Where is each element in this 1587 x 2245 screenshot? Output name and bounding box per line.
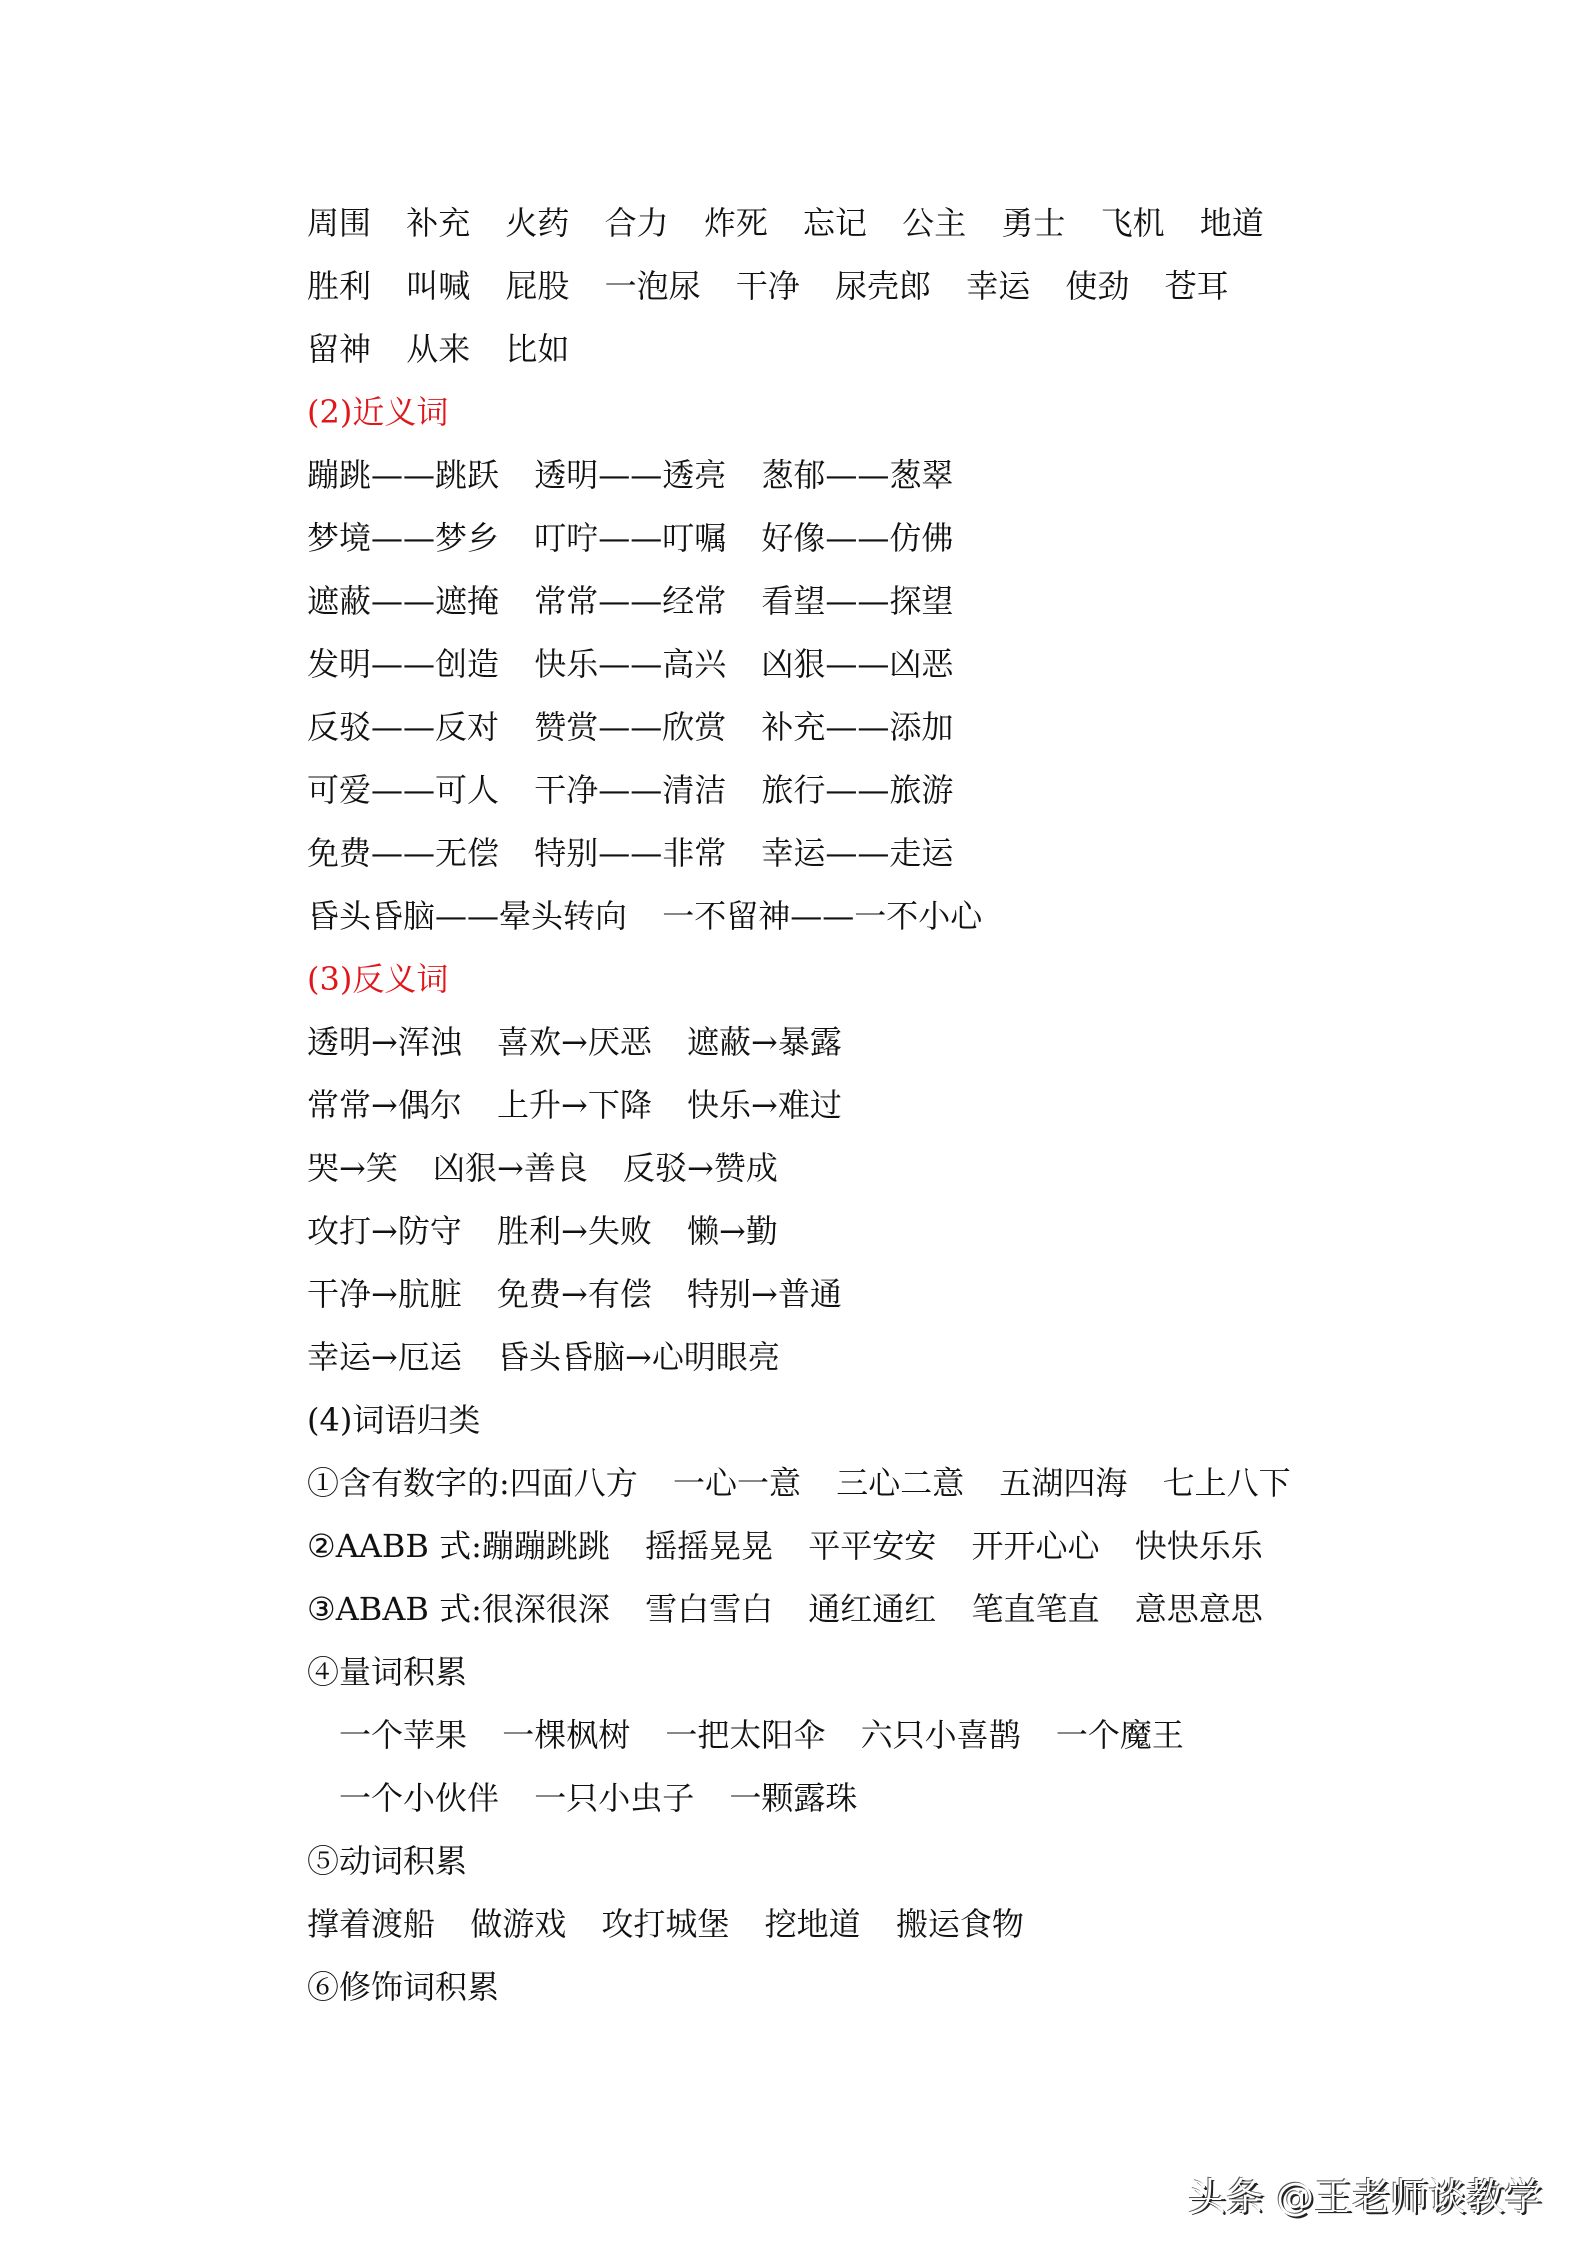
- word-item: 幸运→厄运: [307, 1338, 462, 1376]
- word-line: [307, 570, 1457, 633]
- word-line: [307, 822, 1457, 885]
- section-heading: (2)近义词: [307, 393, 449, 431]
- word-item: 干净→肮脏: [307, 1275, 462, 1313]
- word-line: [307, 1074, 1457, 1137]
- word-item: 开开心心: [971, 1527, 1100, 1565]
- word-item: 一心一意: [672, 1464, 801, 1502]
- word-item: 叫喊: [406, 267, 471, 305]
- section-heading: ⑥修饰词积累: [307, 1968, 500, 2006]
- word-item: 攻打→防守: [307, 1212, 462, 1250]
- word-item: 懒→勤: [687, 1212, 778, 1250]
- word-line: [307, 1515, 1457, 1578]
- word-item: 旅行——旅游: [761, 771, 954, 809]
- word-line: [307, 1137, 1457, 1200]
- word-item: 免费——无偿: [307, 834, 500, 872]
- word-line: [307, 1263, 1457, 1326]
- word-item: 蹦跳——跳跃: [307, 456, 500, 494]
- word-item: 一只小虫子: [534, 1779, 695, 1817]
- word-item: 梦境——梦乡: [307, 519, 500, 557]
- word-item: 使劲: [1065, 267, 1130, 305]
- word-item: 特别→普通: [687, 1275, 842, 1313]
- word-item: 反驳→赞成: [623, 1149, 778, 1187]
- word-line: [307, 1011, 1457, 1074]
- word-item: 尿壳郎: [835, 267, 932, 305]
- word-item: 一不留神——一不小心: [662, 897, 983, 935]
- word-line: [307, 759, 1457, 822]
- word-item: 发明——创造: [307, 645, 500, 683]
- word-item: 反驳——反对: [307, 708, 500, 746]
- word-item: 一个小伙伴: [339, 1779, 500, 1817]
- word-item: 赞赏——欣赏: [534, 708, 727, 746]
- word-item: 喜欢→厌恶: [497, 1023, 652, 1061]
- word-item: 透明→浑浊: [307, 1023, 462, 1061]
- word-item: 挖地道: [764, 1905, 861, 1943]
- word-item: 幸运: [966, 267, 1031, 305]
- word-item: 叮咛——叮嘱: [534, 519, 727, 557]
- word-item: 干净——清洁: [534, 771, 727, 809]
- word-item: 补充——添加: [761, 708, 954, 746]
- word-item: 补充: [406, 204, 471, 242]
- word-item: 特别——非常: [534, 834, 727, 872]
- word-line: [307, 1893, 1457, 1956]
- word-item: 遮蔽——遮掩: [307, 582, 500, 620]
- word-item: 哭→笑: [307, 1149, 398, 1187]
- word-item: 昏头昏脑→心明眼亮: [497, 1338, 780, 1376]
- word-item: 一泡尿: [604, 267, 701, 305]
- word-item: 通红通红: [808, 1590, 937, 1628]
- word-item: 忘记: [803, 204, 868, 242]
- word-item: 做游戏: [470, 1905, 567, 1943]
- word-item: 干净: [735, 267, 800, 305]
- word-item: 炸死: [703, 204, 768, 242]
- word-line: [307, 507, 1457, 570]
- word-line: [307, 1452, 1457, 1515]
- word-item: 攻打城堡: [601, 1905, 730, 1943]
- word-item: 常常→偶尔: [307, 1086, 462, 1124]
- word-item: 一个魔王: [1055, 1716, 1184, 1754]
- word-line: [307, 255, 1457, 318]
- section-heading: ④量词积累: [307, 1653, 468, 1691]
- word-item: 免费→有偿: [497, 1275, 652, 1313]
- word-line: [307, 192, 1457, 255]
- word-line: [307, 1200, 1457, 1263]
- word-line: [307, 444, 1457, 507]
- word-item: 撑着渡船: [307, 1905, 436, 1943]
- word-item: 七上八下: [1162, 1464, 1291, 1502]
- word-line: [307, 1704, 1457, 1767]
- word-item: 笔直笔直: [971, 1590, 1100, 1628]
- word-item: 摇摇晃晃: [645, 1527, 774, 1565]
- section-heading: ⑤动词积累: [307, 1842, 468, 1880]
- document-body: [307, 192, 1457, 2019]
- word-line: [307, 1767, 1457, 1830]
- word-item: 搬运食物: [895, 1905, 1024, 1943]
- word-line: [307, 318, 1457, 381]
- word-item: 好像——仿佛: [761, 519, 954, 557]
- word-item: 看望——探望: [761, 582, 954, 620]
- word-item: 留神: [307, 330, 372, 368]
- word-item: 透明——透亮: [534, 456, 727, 494]
- section-heading: (3)反义词: [307, 960, 449, 998]
- word-item: 凶狠——凶恶: [761, 645, 954, 683]
- word-item: 合力: [604, 204, 669, 242]
- word-item: 快乐→难过: [687, 1086, 842, 1124]
- word-item: 常常——经常: [534, 582, 727, 620]
- word-item: 一棵枫树: [502, 1716, 631, 1754]
- word-item: ①含有数字的:四面八方: [307, 1464, 638, 1502]
- word-item: ②AABB 式:蹦蹦跳跳: [307, 1527, 610, 1565]
- word-item: 飞机: [1100, 204, 1165, 242]
- word-line: [307, 696, 1457, 759]
- word-item: 五湖四海: [999, 1464, 1128, 1502]
- word-item: 火药: [505, 204, 570, 242]
- word-item: 葱郁——葱翠: [761, 456, 954, 494]
- word-item: 幸运——走运: [761, 834, 954, 872]
- word-item: 可爱——可人: [307, 771, 500, 809]
- word-item: 周围: [307, 204, 372, 242]
- word-item: 公主: [902, 204, 967, 242]
- word-item: 三心二意: [836, 1464, 965, 1502]
- word-line: [307, 885, 1457, 948]
- section-heading: (4)词语归类: [307, 1401, 481, 1439]
- word-item: 平平安安: [808, 1527, 937, 1565]
- word-item: 地道: [1199, 204, 1264, 242]
- word-item: 勇士: [1001, 204, 1066, 242]
- word-item: 快快乐乐: [1134, 1527, 1263, 1565]
- word-item: ③ABAB 式:很深很深: [307, 1590, 610, 1628]
- word-item: 意思意思: [1134, 1590, 1263, 1628]
- word-item: 六只小喜鹊: [860, 1716, 1021, 1754]
- word-line: [307, 1326, 1457, 1389]
- word-item: 雪白雪白: [645, 1590, 774, 1628]
- word-item: 胜利→失败: [497, 1212, 652, 1250]
- watermark: 头条 @王老师谈教学: [1188, 2175, 1543, 2219]
- word-item: 屁股: [505, 267, 570, 305]
- word-item: 一颗露珠: [729, 1779, 858, 1817]
- word-item: 快乐——高兴: [534, 645, 727, 683]
- word-item: 昏头昏脑——晕头转向: [307, 897, 628, 935]
- word-item: 比如: [505, 330, 570, 368]
- word-item: 遮蔽→暴露: [687, 1023, 842, 1061]
- word-item: 从来: [406, 330, 471, 368]
- word-item: 一个苹果: [339, 1716, 468, 1754]
- word-item: 一把太阳伞: [665, 1716, 826, 1754]
- word-item: 凶狠→善良: [433, 1149, 588, 1187]
- word-item: 上升→下降: [497, 1086, 652, 1124]
- word-item: 胜利: [307, 267, 372, 305]
- word-line: [307, 633, 1457, 696]
- word-line: [307, 1578, 1457, 1641]
- word-item: 苍耳: [1164, 267, 1229, 305]
